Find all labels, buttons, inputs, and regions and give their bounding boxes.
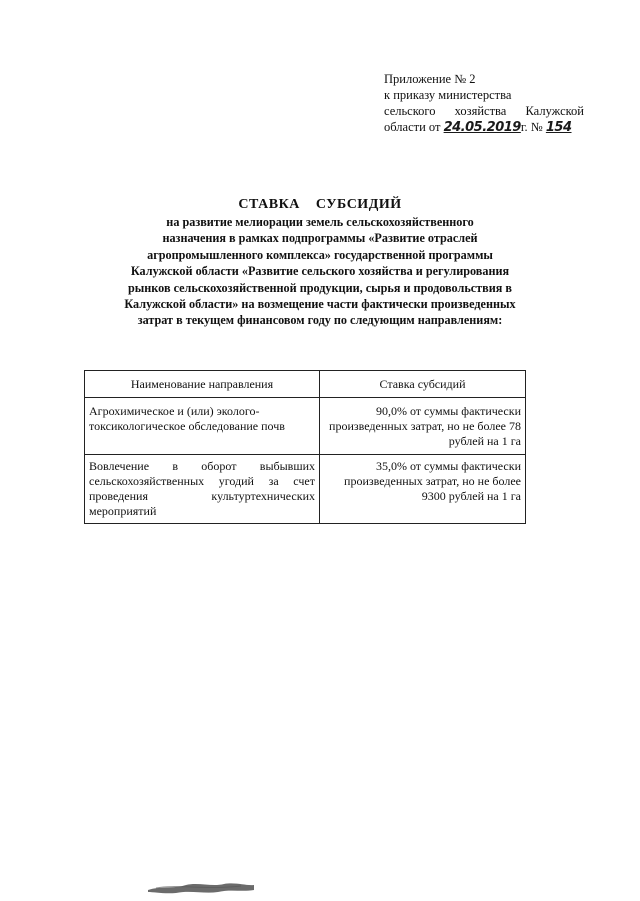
handwritten-number: 154 <box>545 120 572 135</box>
heading-line-5: рынков сельскохозяйственной продукции, сырья и продовольствия в <box>127 280 512 295</box>
heading-line-4: Калужской области «Развитие сельского хозяйства и регулирования <box>130 264 510 279</box>
heading-line-1: на развитие мелиорации земель сельскохозяйственного <box>166 215 474 229</box>
appendix-line-1: Приложение № 2 <box>384 72 476 86</box>
scan-stamp-mark <box>146 880 256 894</box>
appendix-line-3: сельского хозяйства Калужской <box>384 104 584 118</box>
handwritten-date: 24.05.2019 <box>443 120 521 135</box>
heading-line-6: Калужской области» на возмещение части фактически произведенных <box>124 297 516 312</box>
header-rate: Ставка субсидий <box>320 371 526 398</box>
heading-line-7: затрат в текущем финансовом году по следующим направлениям: <box>137 313 503 328</box>
appendix-block <box>384 71 584 136</box>
appendix-line-4 <box>384 119 584 136</box>
table-row <box>85 455 526 524</box>
row-1-direction: Агрохимическое и (или) эколого-токсикологическое обследование почв <box>85 398 320 455</box>
document-heading <box>80 196 560 329</box>
header-direction: Наименование направления <box>85 371 320 398</box>
table-row <box>85 398 526 455</box>
appendix-date-prefix: области от <box>384 120 441 134</box>
table-header-row <box>85 371 526 398</box>
row-2-direction: Вовлечение в оборот выбывших сельскохозяйственных угодий за счет проведения культуртехнических мероприятий <box>85 455 320 524</box>
row-2-rate: 35,0% от суммы фактически произведенных затрат, но не более 9300 рублей на 1 га <box>320 455 526 524</box>
heading-line-2: назначения в рамках подпрограммы «Развитие отраслей <box>162 231 478 246</box>
heading-line-3: агропромышленного комплекса» государственной программы <box>147 247 493 262</box>
appendix-number-label: г. № <box>520 120 543 134</box>
document-title: СТАВКА СУБСИДИЙ <box>238 197 402 212</box>
row-1-rate: 90,0% от суммы фактически произведенных затрат, но не более 78 рублей на 1 га <box>320 398 526 455</box>
subsidy-rates-table <box>84 370 526 524</box>
appendix-line-2: к приказу министерства <box>384 88 512 102</box>
